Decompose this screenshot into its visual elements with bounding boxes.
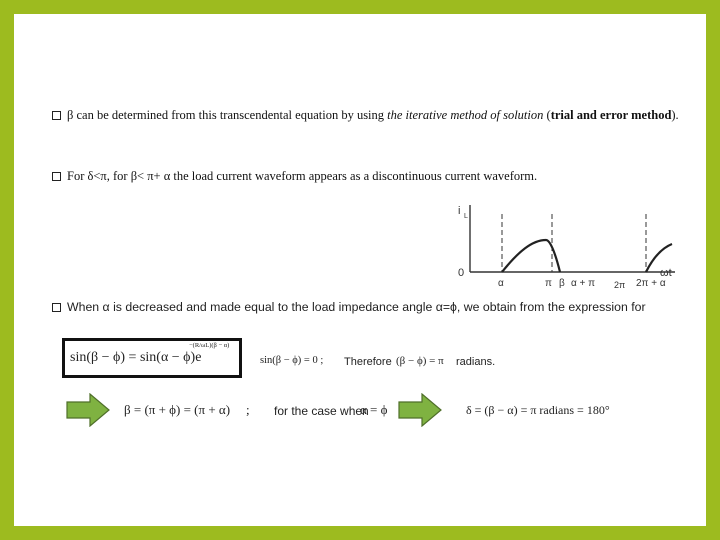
equation-alpha-phi: α = ϕ [360,402,388,417]
waveform-xlabel: ωt [660,267,672,279]
waveform-ylabel-sub: L [464,213,468,220]
right-arrow-icon [66,393,110,427]
bullet-bold-text: trial and error method [550,108,672,122]
radians-label: radians. [456,356,496,368]
bullet-text: When α is decreased and made equal to the load impedance angle α=ϕ, we obtain from the expression for [67,300,646,314]
waveform-ylabel: i [458,205,461,217]
checkbox-bullet-icon [52,303,61,312]
therefore-label: Therefore [344,356,392,368]
bullet-text: For δ<π, for β< π+ α the load current waveform appears as a discontinuous current waveform. [67,169,538,183]
equation-delta-value: δ = (β − α) = π radians = 180° [466,403,610,417]
slide [14,14,706,526]
tick-label-beta: β [559,278,565,289]
bullet-text-paren: ( [543,108,551,122]
tick-label-2pi: 2π [614,280,626,290]
right-arrow-icon [398,393,442,427]
tick-label-alpha: α [498,278,504,289]
bullet-text: β can be determined from this transcendental equation by using [67,108,388,122]
equation-beta-value: β = (π + ϕ) = (π + α) [124,402,231,417]
case-label: for the case when [274,404,369,418]
equation-beta-minus-phi: (β − ϕ) = π [396,355,444,367]
tick-label-2pi-plus-alpha: 2π + α [636,278,666,289]
tick-label-alpha-plus-pi: α + π [571,278,596,289]
boxed-equation-exponent: −(R/ωL)(β − α) [189,342,230,349]
equation-sin-zero: sin(β − ϕ) = 0 ; [260,355,324,366]
checkbox-bullet-icon [52,172,61,181]
tick-label-pi: π [545,278,552,289]
bullet-text-end: ). [671,108,679,122]
bullet-italic-text: the iterative method of solution [387,108,544,122]
load-current-waveform [450,200,680,290]
current-pulse-1 [502,240,560,272]
semicolon-separator: ; [246,402,250,417]
boxed-equation [62,338,242,378]
waveform-origin: 0 [458,267,465,279]
bullet-beta-determination [52,107,690,124]
bullet-alpha-decreased [52,299,690,316]
boxed-equation-lhs: sin(β − ϕ) = sin(α − ϕ)e [70,350,202,365]
checkbox-bullet-icon [52,111,61,120]
bullet-discontinuous [52,168,690,185]
